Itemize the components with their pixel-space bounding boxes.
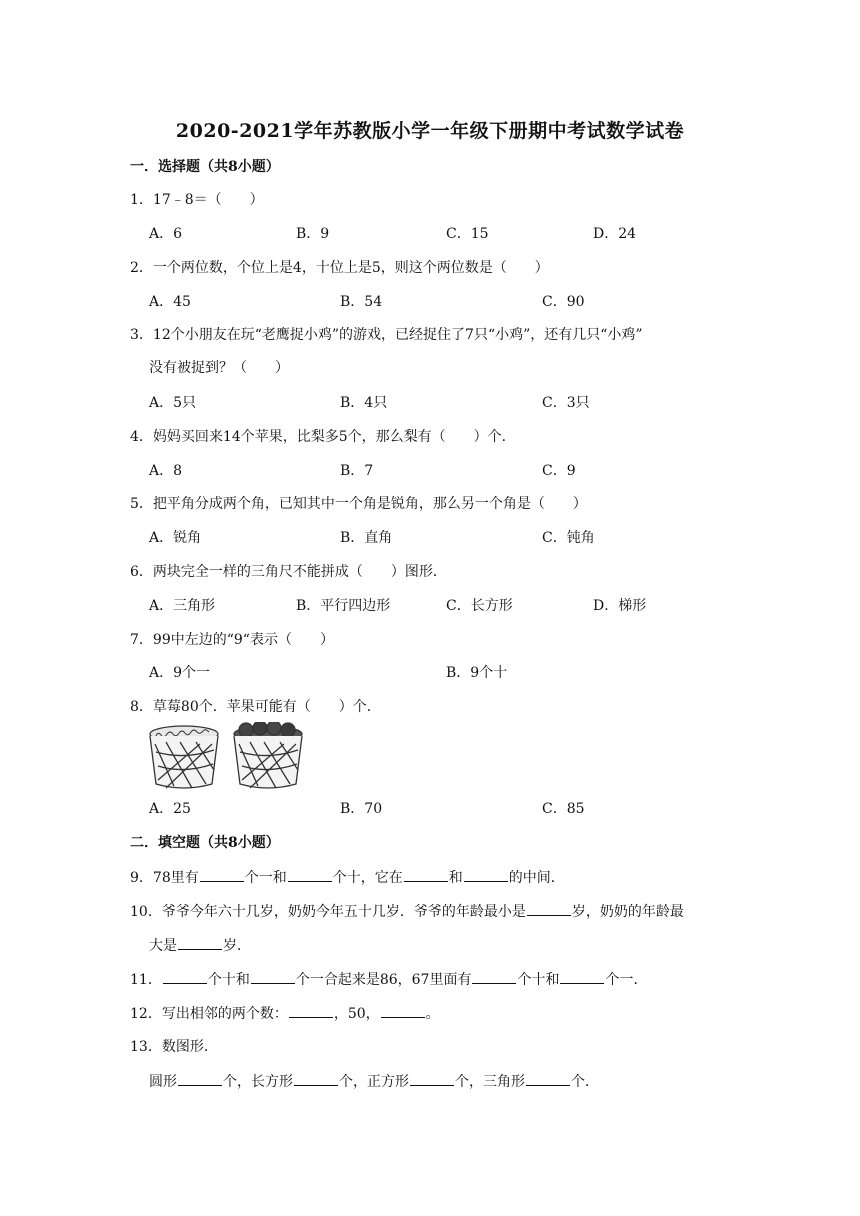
question-3-line-2: 没有被捉到？（ ） — [149, 360, 289, 376]
strawberry-basket-icon — [150, 726, 218, 788]
answer-blank[interactable] — [472, 969, 516, 984]
question-9 — [130, 867, 565, 888]
q5-option-c: C．钝角 — [542, 530, 595, 546]
q6-option-a: A．三角形 — [149, 598, 216, 614]
q9-text-3: 个十，它在 — [332, 870, 403, 886]
answer-blank[interactable] — [178, 1071, 222, 1086]
q2-option-a: A．45 — [149, 294, 191, 310]
question-1: 1．17﹣8＝（ ） — [130, 192, 264, 208]
fruit-baskets-illustration — [146, 722, 310, 794]
q5-option-a: A．锐角 — [149, 530, 202, 546]
q12-text-1: 12．写出相邻的两个数： — [130, 1006, 288, 1022]
question-7: 7．99中左边的“9“表示（ ） — [130, 632, 334, 648]
question-2: 2．一个两位数，个位上是4，十位上是5，则这个两位数是（ ） — [130, 260, 549, 276]
q10-text-3: 大是 — [149, 938, 177, 954]
q13-text-4: 个，三角形 — [455, 1074, 525, 1090]
q1-option-a: A．6 — [149, 226, 183, 242]
question-13-answers — [149, 1071, 599, 1092]
q1-option-b: B．9 — [296, 226, 330, 242]
section-fill-heading: 二．填空题（共8小题） — [130, 835, 280, 851]
q4-option-a: A．8 — [149, 463, 183, 479]
question-10-line-2 — [149, 935, 251, 956]
q10-text-2: 岁，奶奶的年龄最 — [571, 904, 684, 920]
answer-blank[interactable] — [526, 1071, 570, 1086]
q2-option-b: B．54 — [340, 294, 383, 310]
question-11 — [130, 969, 647, 990]
q10-text-4: 岁． — [223, 938, 251, 954]
q13-text-2: 个，长方形 — [223, 1074, 293, 1090]
q4-option-c: C．9 — [542, 463, 576, 479]
q13-text-1: 圆形 — [149, 1074, 177, 1090]
q9-text-4: 和 — [448, 870, 463, 886]
question-8: 8．草莓80个．苹果可能有（ ）个． — [130, 699, 381, 715]
question-6: 6．两块完全一样的三角尺不能拼成（ ）图形． — [130, 564, 447, 580]
q11-text-4: 个十和 — [517, 972, 560, 988]
q7-option-b: B．9个十 — [446, 665, 508, 681]
q6-option-d: D．梯形 — [593, 598, 647, 614]
q11-text-2: 个十和 — [207, 972, 250, 988]
answer-blank[interactable] — [464, 867, 508, 882]
q6-option-c: C．长方形 — [446, 598, 513, 614]
q7-option-a: A．9个一 — [149, 665, 211, 681]
answer-blank[interactable] — [381, 1003, 425, 1018]
q1-option-d: D．24 — [593, 226, 637, 242]
q2-option-c: C．90 — [542, 294, 585, 310]
answer-blank[interactable] — [560, 969, 604, 984]
answer-blank[interactable] — [404, 867, 448, 882]
answer-blank[interactable] — [288, 867, 332, 882]
q8-option-a: A．25 — [149, 801, 191, 817]
q10-text-1: 10．爷爷今年六十几岁，奶奶今年五十几岁．爷爷的年龄最小是 — [130, 904, 526, 920]
q13-text-3: 个，正方形 — [339, 1074, 409, 1090]
answer-blank[interactable] — [289, 1003, 333, 1018]
answer-blank[interactable] — [527, 901, 571, 916]
q11-text-3: 个一合起来是86，67里面有 — [295, 972, 472, 988]
q13-text-5: 个． — [571, 1074, 599, 1090]
q1-option-c: C．15 — [446, 226, 489, 242]
q11-text-1: 11． — [130, 972, 162, 988]
q5-option-b: B．直角 — [340, 530, 393, 546]
q9-text-1: 9．78里有 — [130, 870, 199, 886]
q6-option-b: B．平行四边形 — [296, 598, 391, 614]
q4-option-b: B．7 — [340, 463, 374, 479]
q8-option-c: C．85 — [542, 801, 585, 817]
q9-text-2: 个一和 — [244, 870, 287, 886]
question-10-line-1 — [130, 901, 684, 922]
section-choice-heading: 一．选择题（共8小题） — [130, 159, 280, 175]
answer-blank[interactable] — [410, 1071, 454, 1086]
answer-blank[interactable] — [163, 969, 207, 984]
question-5: 5．把平角分成两个角，已知其中一个角是锐角，那么另一个角是（ ） — [130, 496, 587, 512]
question-4: 4．妈妈买回来14个苹果，比梨多5个，那么梨有（ ）个． — [130, 429, 516, 445]
answer-blank[interactable] — [251, 969, 295, 984]
q3-option-b: B．4只 — [340, 395, 388, 411]
apple-basket-icon — [234, 722, 302, 788]
q3-option-a: A．5只 — [149, 395, 197, 411]
page-title: 2020-2021学年苏教版小学一年级下册期中考试数学试卷 — [175, 120, 685, 142]
answer-blank[interactable] — [294, 1071, 338, 1086]
q11-text-5: 个一． — [605, 972, 648, 988]
q12-text-2: ，50， — [333, 1006, 380, 1022]
question-3-line-1: 3．12个小朋友在玩“老鹰捉小鸡”的游戏，已经捉住了7只“小鸡”，还有几只“小鸡” — [130, 327, 643, 343]
q9-text-5: 的中间． — [508, 870, 565, 886]
q3-option-c: C．3只 — [542, 395, 590, 411]
answer-blank[interactable] — [178, 935, 222, 950]
question-12 — [130, 1003, 440, 1024]
q12-text-3: 。 — [425, 1006, 440, 1022]
question-13: 13．数图形． — [130, 1039, 218, 1055]
answer-blank[interactable] — [200, 867, 244, 882]
q8-option-b: B．70 — [340, 801, 383, 817]
